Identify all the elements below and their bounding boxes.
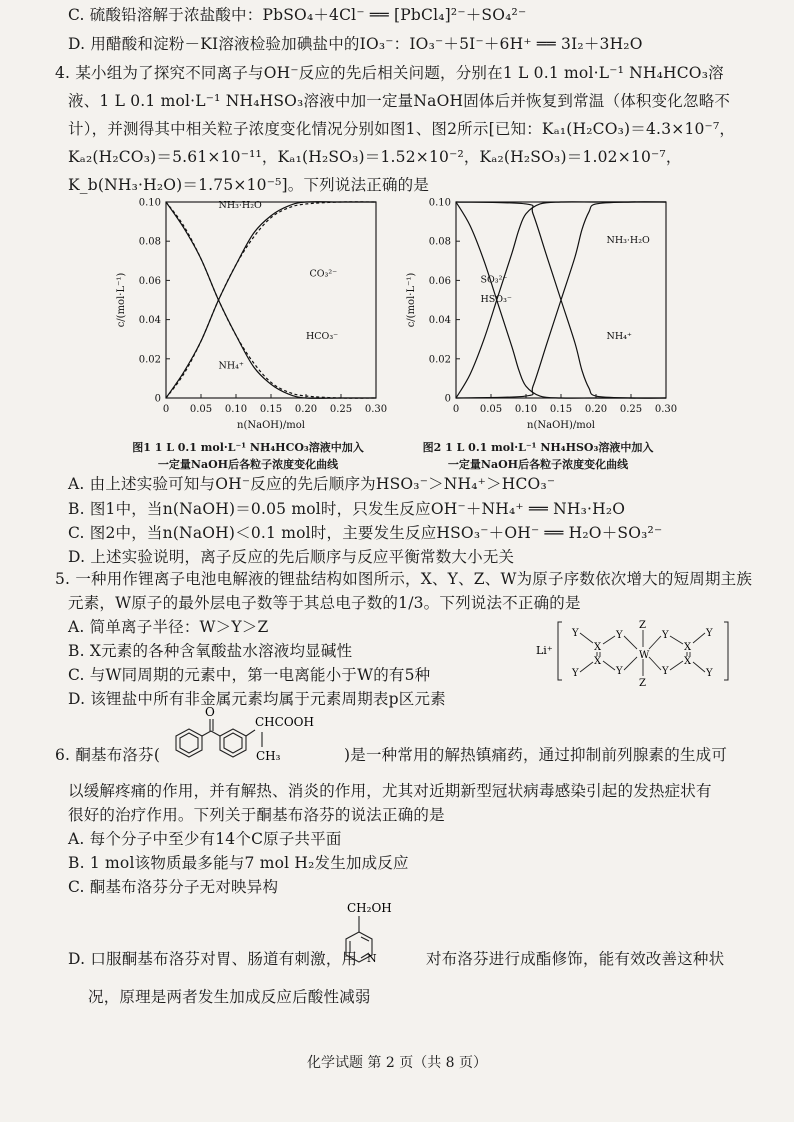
series-line: [166, 199, 376, 398]
figure-2-svg: [398, 196, 678, 432]
atom-y: Y: [706, 668, 713, 679]
figure-2-caption-1: 图2 1 L 0.1 mol·L⁻¹ NH₄HSO₃溶液中加入: [422, 441, 654, 454]
pyridine-nitrogen: N: [367, 952, 377, 965]
x-axis-label: n(NaOH)/mol: [237, 420, 305, 431]
question-4-stem-3: 计），并测得其中相关粒子浓度变化情况分别如图1、图2所示[已知：Kₐ₁(H₂CO₃)＝4.3×10⁻⁷，: [68, 120, 736, 138]
lithium-salt-svg: [536, 614, 736, 688]
series-line: [166, 199, 376, 398]
hydroxymethyl-group: CH₂OH: [347, 901, 392, 915]
option-5d: D. 该锂盐中所有非金属元素均属于元素周期表p区元素: [68, 690, 446, 708]
option-6a: A. 每个分子中至少有14个C原子共平面: [68, 830, 342, 848]
atom-w: W: [639, 650, 650, 661]
option-4b: B. 图1中，当n(NaOH)＝0.05 mol时，只发生反应OH⁻＋NH₄⁺ ══ NH₃·H₂O: [68, 500, 626, 518]
series-line: [166, 199, 376, 398]
ketoprofen-svg: [158, 702, 348, 778]
atom-x: X: [594, 642, 602, 653]
atom-x: X: [594, 656, 602, 667]
question-6-stem-2: 以缓解疼痛的作用，并有解热、消炎的作用，尤其对近期新型冠状病毒感染引起的发热症状有: [68, 782, 712, 800]
question-4-stem-5: K_b(NH₃·H₂O)＝1.75×10⁻⁵]。下列说法正确的是: [68, 176, 430, 194]
atom-y: Y: [662, 630, 669, 641]
series-label: HSO₃⁻: [480, 293, 512, 305]
option-4c: C. 图2中，当n(NaOH)＜0.1 mol时，主要发生反应HSO₃⁻＋OH⁻ ══ H₂O＋SO₃²⁻: [68, 524, 663, 542]
question-5-stem-1: 5. 一种用作锂离子电池电解液的锂盐结构如图所示，X、Y、Z、W为原子序数依次增大的短周期主族: [55, 570, 753, 588]
figure-1-caption-2: 一定量NaOH后各粒子浓度变化曲线: [157, 458, 339, 471]
question-6-stem-3: 很好的治疗作用。下列关于酮基布洛芬的说法正确的是: [68, 806, 445, 824]
option-5c: C. 与W同周期的元素中，第一电离能小于W的有5种: [68, 666, 431, 684]
question-4-stem-1: 4. 某小组为了探究不同离子与OH⁻反应的先后相关问题，分别在1 L 0.1 mol·L⁻¹ NH₄HCO₃溶: [55, 64, 724, 82]
lithium-salt-structure: [536, 614, 736, 688]
atom-x: X: [684, 656, 692, 667]
atom-z: Z: [639, 678, 646, 688]
series-label: NH₃·H₂O: [606, 235, 650, 247]
x-tick-label: 0.30: [654, 404, 678, 415]
y-tick-label: 0.02: [138, 354, 161, 366]
x-tick-label: 0: [452, 404, 460, 415]
y-tick-label: 0.06: [138, 275, 161, 287]
atom-y: Y: [706, 628, 713, 639]
x-tick-label: 0.25: [329, 404, 353, 415]
question-6-stem-1-post: )是一种常用的解热镇痛药，通过抑制前列腺素的生成可: [344, 746, 728, 764]
page-footer: 化学试题 第 2 页（共 8 页）: [306, 1055, 488, 1071]
methyl-group: CH₃: [256, 749, 281, 763]
x-tick-label: 0.25: [619, 404, 643, 415]
option-3d: D. 用醋酸和淀粉－KI溶液检验加碘盐中的IO₃⁻：IO₃⁻＋5I⁻＋6H⁺ ══ 3I₂＋3H₂O: [68, 35, 643, 53]
y-axis-label: c/(mol·L⁻¹): [406, 272, 417, 328]
ketoprofen-structure: [158, 702, 348, 778]
question-4-stem-4: Kₐ₂(H₂CO₃)＝5.61×10⁻¹¹，Kₐ₁(H₂SO₃)＝1.52×10⁻²，Kₐ₂(H₂SO₃)＝1.02×10⁻⁷，: [68, 148, 682, 166]
x-tick-label: 0: [162, 404, 170, 415]
series-label: CO₃²⁻: [309, 268, 338, 280]
option-4a: A. 由上述实验可知与OH⁻反应的先后顺序为HSO₃⁻＞NH₄⁺＞HCO₃⁻: [68, 475, 556, 493]
series-line: [166, 199, 376, 398]
series-label: HCO₃⁻: [306, 331, 339, 343]
option-6d-continued: 况，原理是两者发生加成反应后酸性减弱: [88, 988, 371, 1006]
question-6-stem-1-pre: 6. 酮基布洛芬(: [55, 746, 161, 764]
atom-y: Y: [616, 630, 623, 641]
plot-frame: [166, 199, 376, 398]
figure-2-chart: [398, 196, 678, 432]
atom-y: Y: [572, 628, 579, 639]
y-tick-label: 0.08: [428, 236, 451, 248]
pyridinemethanol-svg: [335, 898, 425, 984]
x-axis-label: n(NaOH)/mol: [527, 420, 595, 431]
x-tick-label: 0.15: [549, 404, 573, 415]
atom-y: Y: [572, 668, 579, 679]
y-axis-label: c/(mol·L⁻¹): [116, 272, 127, 328]
option-3c: C. 硫酸铅溶解于浓盐酸中：PbSO₄＋4Cl⁻ ══ [PbCl₄]²⁻＋SO₄²⁻: [68, 6, 527, 24]
y-tick-label: 0.10: [428, 197, 451, 209]
y-tick-label: 0: [444, 393, 451, 405]
acid-group: CHCOOH: [255, 715, 314, 729]
li-ion: Li⁺: [536, 644, 553, 657]
figure-2-caption-2: 一定量NaOH后各粒子浓度变化曲线: [447, 458, 629, 471]
x-tick-label: 0.10: [514, 404, 538, 415]
x-tick-label: 0.20: [294, 404, 318, 415]
series-label: NH₃·H₂O: [218, 199, 262, 211]
y-tick-label: 0.06: [428, 275, 451, 287]
series-label: NH₄⁺: [218, 360, 244, 372]
figure-1-caption-1: 图1 1 L 0.1 mol·L⁻¹ NH₄HCO₃溶液中加入: [132, 441, 364, 454]
option-6d-pre: D. 口服酮基布洛芬对胃、肠道有刺激，用: [68, 950, 358, 968]
series-label: NH₄⁺: [606, 331, 632, 343]
option-6b: B. 1 mol该物质最多能与7 mol H₂发生加成反应: [68, 854, 409, 872]
y-tick-label: 0.04: [138, 315, 161, 327]
atom-x: X: [684, 642, 692, 653]
carbonyl-oxygen: O: [205, 705, 215, 719]
x-tick-label: 0.10: [224, 404, 248, 415]
y-tick-label: 0.08: [138, 236, 161, 248]
atom-y: Y: [616, 666, 623, 677]
option-4d: D. 上述实验说明，离子反应的先后顺序与反应平衡常数大小无关: [68, 548, 515, 566]
atom-z: Z: [639, 620, 646, 631]
y-tick-label: 0.04: [428, 315, 451, 327]
figure-1-svg: [108, 196, 388, 432]
option-5b: B. X元素的各种含氧酸盐水溶液均显碱性: [68, 642, 353, 660]
x-tick-label: 0.30: [364, 404, 388, 415]
question-5-stem-2: 元素，W原子的最外层电子数等于其总电子数的1/3。下列说法不正确的是: [68, 594, 581, 612]
pyridinemethanol-structure: [335, 898, 425, 984]
x-tick-label: 0.15: [259, 404, 283, 415]
atom-y: Y: [662, 666, 669, 677]
x-tick-label: 0.20: [584, 404, 608, 415]
x-tick-label: 0.05: [189, 404, 213, 415]
option-5a: A. 简单离子半径：W＞Y＞Z: [68, 618, 269, 636]
series-label: SO₃²⁻: [480, 274, 508, 286]
y-tick-label: 0.10: [138, 197, 161, 209]
option-6d-post: 对布洛芬进行成酯修饰，能有效改善这种状: [426, 950, 725, 968]
x-tick-label: 0.05: [479, 404, 503, 415]
y-tick-label: 0.02: [428, 354, 451, 366]
option-6c: C. 酮基布洛芬分子无对映异构: [68, 878, 279, 896]
y-tick-label: 0: [154, 393, 161, 405]
figure-1-chart: [108, 196, 388, 432]
question-4-stem-2: 液、1 L 0.1 mol·L⁻¹ NH₄HSO₃溶液中加一定量NaOH固体后并恢复到常温（体积变化忽略不: [68, 92, 731, 110]
